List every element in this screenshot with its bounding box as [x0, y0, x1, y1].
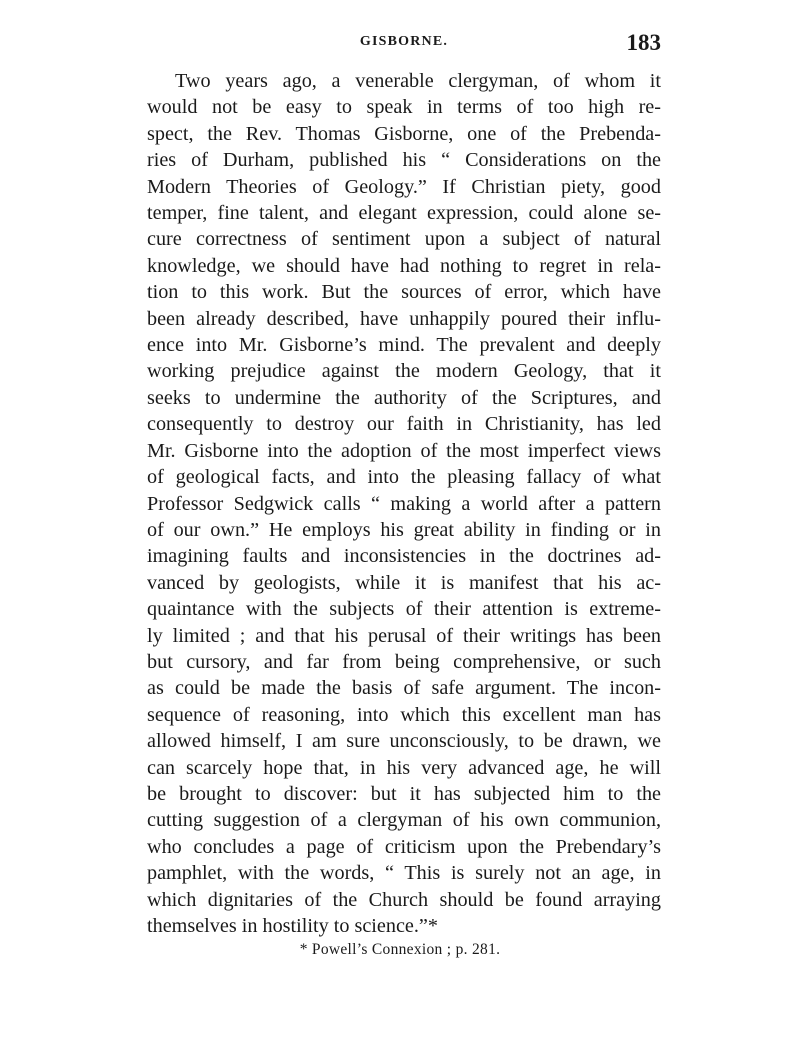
text-line: Modern Theories of Geology.” If Christian piety, good: [147, 175, 661, 198]
text-line: allowed himself, I am sure unconsciously, to be drawn, we: [147, 730, 661, 753]
text-line: who concludes a page of criticism upon the Prebendary’s: [147, 835, 661, 858]
text-line: as could be made the basis of safe argument. The incon-: [147, 677, 661, 700]
text-line: Two years ago, a venerable clergyman, of whom it: [175, 70, 661, 92]
text-line: imagining faults and inconsistencies in the doctrines ad-: [147, 545, 661, 568]
text-line: ries of Durham, published his “ Considerations on the: [147, 149, 661, 172]
text-line: quaintance with the subjects of their attention is extreme-: [147, 598, 661, 621]
text-line: sequence of reasoning, into which this excellent man has: [147, 703, 661, 726]
footnote: * Powell’s Connexion ; p. 281.: [299, 941, 501, 958]
text-line: be brought to discover: but it has subjected him to the: [147, 782, 661, 805]
text-line: would not be easy to speak in terms of too high re-: [147, 96, 661, 119]
body-paragraph: [147, 68, 661, 939]
running-head: [147, 30, 661, 64]
text-line: of geological facts, and into the pleasing fallacy of what: [147, 466, 661, 489]
text-line: tion to this work. But the sources of error, which have: [147, 281, 661, 304]
text-line: Professor Sedgwick calls “ making a world after a pattern: [147, 492, 661, 515]
text-line: been already described, have unhappily poured their influ-: [147, 307, 661, 330]
text-line: knowledge, we should have had nothing to regret in rela-: [147, 254, 661, 277]
text-line: vanced by geologists, while it is manifest that his ac-: [147, 571, 661, 594]
text-line: working prejudice against the modern Geology, that it: [147, 360, 661, 383]
text-line: consequently to destroy our faith in Christianity, has led: [147, 413, 661, 436]
running-title: GISBORNE.: [359, 34, 449, 49]
text-line: ly limited ; and that his perusal of their writings has been: [147, 624, 661, 647]
text-line: cure correctness of sentiment upon a subject of natural: [147, 228, 661, 251]
text-line: of our own.” He employs his great ability in finding or in: [147, 518, 661, 541]
text-line: but cursory, and far from being comprehensive, or such: [147, 650, 661, 673]
page-number: 183: [626, 30, 661, 55]
text-line: which dignitaries of the Church should be found arraying: [147, 888, 661, 911]
text-line: Mr. Gisborne into the adoption of the most imperfect views: [147, 439, 661, 462]
text-line: pamphlet, with the words, “ This is surely not an age, in: [147, 862, 661, 885]
text-line: spect, the Rev. Thomas Gisborne, one of the Prebenda-: [147, 122, 661, 145]
text-line: seeks to undermine the authority of the Scriptures, and: [147, 386, 661, 409]
text-line: cutting suggestion of a clergyman of his own communion,: [147, 809, 661, 832]
text-line: ence into Mr. Gisborne’s mind. The prevalent and deeply: [147, 334, 661, 357]
text-line: temper, fine talent, and elegant expression, could alone se-: [147, 202, 661, 225]
text-line: themselves in hostility to science.”*: [147, 915, 438, 937]
text-line: can scarcely hope that, in his very advanced age, he will: [147, 756, 661, 779]
